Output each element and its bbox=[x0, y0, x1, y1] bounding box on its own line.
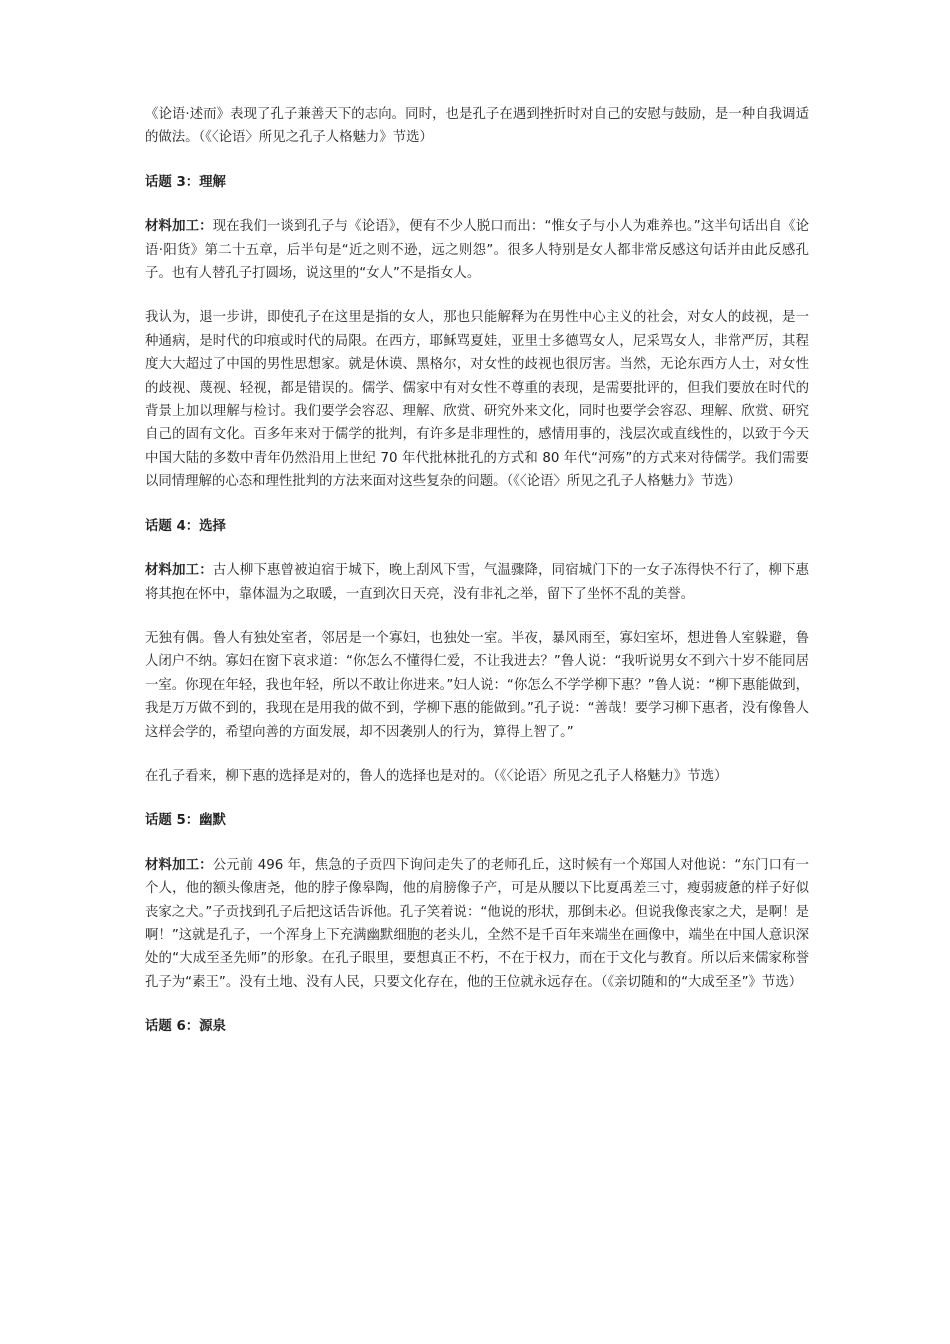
material-text: 古人柳下惠曾被迫宿于城下，晚上刮风下雪，气温骤降，同宿城门下的一女子冻得快不行了，柳下惠将其抱在怀中，靠体温为之取暖，一直到次日天亮，没有非礼之举，留下了坐怀不乱的美誉。 bbox=[145, 563, 810, 602]
topic-3-commentary-paragraph: 我认为，退一步讲，即使孔子在这里是指的女人，那也只能解释为在男性中心主义的社会，对女人的歧视，是一种通病，是时代的印痕或时代的局限。在西方，耶稣骂夏娃，亚里士多德骂女人，尼采骂女人，非常严厉，其程度大大超过了中国的男性思想家。就是休谟、黑格尔，对女性的歧视也很厉害。当然，无论东西方人士，对女性的歧视、蔑视、轻视，都是错误的。儒学、儒家中有对女性不尊重的表现，是需要批评的，但我们要放在时代的背景上加以理解与检讨。我们要学会容忍、理解、欣赏、研究外来文化，同时也要学会容忍、理解、欣赏、研究自己的固有文化。百多年来对于儒学的批判，有许多是非理性的，感情用事的，浅层次或直线性的，以致于今天中国大陆的多数中青年仍然沿用上世纪 70 年代批林批孔的方式和 80 年代“河殇”的方式来对待儒学。我们需要以同情理解的心态和理性批判的方法来面对这些复杂的问题。（《〈论语〉所见之孔子人格魅力》节选） bbox=[145, 310, 809, 490]
material-label: 材料加工： bbox=[145, 219, 213, 235]
material-label: 材料加工： bbox=[145, 857, 213, 873]
topic-4-story-paragraph: 无独有偶。鲁人有独处室者，邻居是一个寡妇，也独处一室。半夜，暴风雨至，寡妇室坏，想进鲁人室躲避，鲁人闭户不纳。寡妇在窗下哀求道：“你怎么不懂得仁爱，不让我进去？”鲁人说：“我听说男女不到六十岁不能同居一室。你现在年轻，我也年轻，所以不敢让你进来。”妇人说：“你怎么不学学柳下惠？”鲁人说：“柳下惠能做到，我是万万做不到的，我现在是用我的做不到，学柳下惠的能做到。”孔子说：“善哉！要学习柳下惠者，没有像鲁人这样会学的，希望向善的方面发展，却不因袭别人的行为，算得上智了。” bbox=[145, 630, 809, 740]
topic-3-material-paragraph bbox=[145, 215, 809, 285]
topic-5-heading: 话题 5：幽默 bbox=[145, 813, 226, 829]
topic-4-heading: 话题 4：选择 bbox=[145, 518, 226, 534]
topic-3-heading: 话题 3：理解 bbox=[145, 174, 226, 190]
topic-4-conclusion-paragraph: 在孔子看来，柳下惠的选择是对的，鲁人的选择也是对的。（《〈论语〉所见之孔子人格魅力》节选） bbox=[145, 768, 728, 784]
document-page bbox=[145, 103, 809, 1060]
intro-paragraph: 《论语·述而》表现了孔子兼善天下的志向。同时，也是孔子在遇到挫折时对自己的安慰与鼓励，是一种自我调适的做法。（《〈论语〉所见之孔子人格魅力》节选） bbox=[145, 107, 809, 146]
topic-4-material-paragraph bbox=[145, 559, 809, 606]
material-text: 公元前 496 年，焦急的子贡四下询问走失了的老师孔丘，这时候有一个郑国人对他说：“东门口有一个人，他的额头像唐尧，他的脖子像皋陶，他的肩膀像子产，可是从腰以下比夏禹差三寸，瘦弱疲惫的样子好似丧家之犬。”子贡找到孔子后把这话告诉他。孔子笑着说：“他说的形状，那倒未必。但说我像丧家之犬，是啊！是啊！”这就是孔子，一个浑身上下充满幽默细胞的老头儿，全然不是千百年来端坐在画像中，端坐在中国人意识深处的“大成至圣先师”的形象。在孔子眼里，要想真正不朽，不在于权力，而在于文化与教育。所以后来儒家称誉孔子为“素王”。没有土地、没有人民，只要文化存在，他的王位就永远存在。（《亲切随和的“大成至圣”》节选） bbox=[145, 857, 809, 990]
topic-6-heading: 话题 6：源泉 bbox=[145, 1019, 226, 1035]
topic-5-material-paragraph bbox=[145, 854, 809, 994]
material-label: 材料加工： bbox=[145, 563, 213, 579]
material-text: 现在我们一谈到孔子与《论语》，便有不少人脱口而出：“惟女子与小人为难养也。”这半句话出自《论语·阳货》第二十五章，后半句是“近之则不逊，远之则怨”。很多人特别是女人都非常反感这句话并由此反感孔子。也有人替孔子打圆场，说这里的“女人”不是指女人。 bbox=[145, 219, 809, 282]
